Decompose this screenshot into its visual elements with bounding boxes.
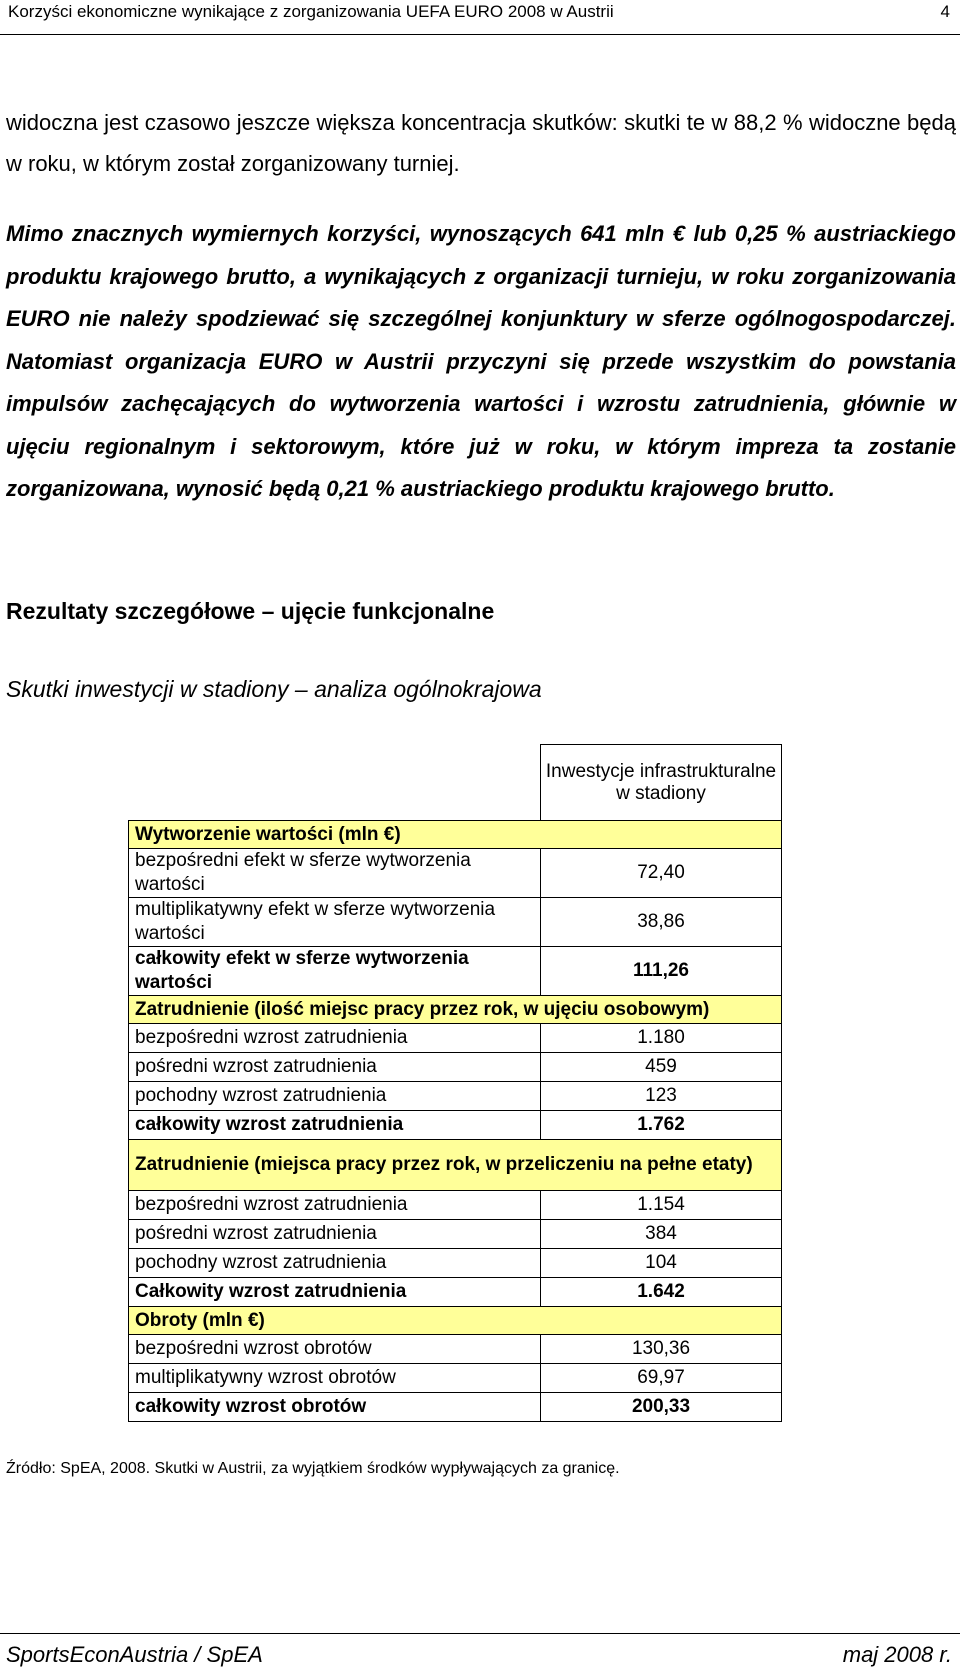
row-label: Całkowity wzrost zatrudnienia — [129, 1278, 541, 1307]
table-row — [129, 1191, 782, 1220]
table-row — [129, 1249, 782, 1278]
row-label: multiplikatywny wzrost obrotów — [129, 1364, 541, 1393]
paragraph-summary — [6, 213, 956, 511]
row-value: 130,36 — [541, 1335, 782, 1364]
footer-date: maj 2008 r. — [842, 1642, 952, 1667]
section-heading: Rezultaty szczegółowe – ujęcie funkcjonalne — [6, 598, 495, 624]
column-header: Inwestycje infrastrukturalne w stadiony — [541, 745, 782, 821]
section-title: Zatrudnienie (miejsca pracy przez rok, w przeliczeniu na pełne etaty) — [129, 1140, 782, 1191]
summary-italic-text: Mimo znacznych wymiernych korzyści, wynoszących 641 mln € lub 0,25 % austriackiego produktu krajowego brutto, a wynikających z organizacji turnieju, w roku zorganizowania EURO nie należy spodziewać się szczególnej konjunktury w sferze ogólnogospodarczej. — [6, 221, 956, 331]
table-row — [129, 1364, 782, 1393]
row-label: całkowity efekt w sferze wytworzenia wartości — [129, 947, 541, 996]
table-row-total — [129, 947, 782, 996]
source-note: Źródło: SpEA, 2008. Skutki w Austrii, za wyjątkiem środków wypływających za granicę. — [6, 1460, 620, 1477]
table-row — [129, 1082, 782, 1111]
row-label: pochodny wzrost zatrudnienia — [129, 1249, 541, 1278]
empty-header-cell — [129, 745, 541, 821]
table-row-total — [129, 1278, 782, 1307]
row-label: pośredni wzrost zatrudnienia — [129, 1220, 541, 1249]
row-label: pochodny wzrost zatrudnienia — [129, 1082, 541, 1111]
section-title: Obroty (mln €) — [129, 1307, 782, 1335]
paragraph-intro: widoczna jest czasowo jeszcze większa koncentracja skutków: skutki te w 88,2 % widoczne będą w roku, w którym został zorganizowany turniej. — [6, 110, 956, 176]
row-value: 72,40 — [541, 849, 782, 898]
row-value: 384 — [541, 1220, 782, 1249]
table-row — [129, 1335, 782, 1364]
row-label: bezpośredni wzrost obrotów — [129, 1335, 541, 1364]
row-value: 38,86 — [541, 898, 782, 947]
row-label: bezpośredni wzrost zatrudnienia — [129, 1024, 541, 1053]
summary-continuation-text: Natomiast organizacja EURO w Austrii przyczyni się przede wszystkim do powstania impulsów zachęcających do wytworzenia wartości i wzrostu zatrudnienia, głównie w ujęciu regionalnym i sektorowym, które już w roku, w którym impreza ta zostanie zorganizowana, wynosić będą 0,21 % austriackiego produktu krajowego brutto. — [6, 348, 956, 501]
row-value: 200,33 — [541, 1393, 782, 1422]
row-label: bezpośredni wzrost zatrudnienia — [129, 1191, 541, 1220]
table-section-row — [129, 821, 782, 849]
table-row — [129, 1053, 782, 1082]
row-label: multiplikatywny efekt w sferze wytworzenia wartości — [129, 898, 541, 947]
row-value: 111,26 — [541, 947, 782, 996]
row-value: 1.154 — [541, 1191, 782, 1220]
table-row-total — [129, 1393, 782, 1422]
subsection-heading: Skutki inwestycji w stadiony – analiza ogólnokrajowa — [6, 676, 542, 702]
row-label: bezpośredni efekt w sferze wytworzenia wartości — [129, 849, 541, 898]
row-value: 1.762 — [541, 1111, 782, 1140]
page-header — [0, 0, 960, 35]
row-label: całkowity wzrost zatrudnienia — [129, 1111, 541, 1140]
table-section-row — [129, 996, 782, 1024]
footer-left-text: SportsEconAustria / SpEA — [6, 1642, 263, 1667]
page-footer — [0, 1633, 960, 1674]
section-title: Zatrudnienie (ilość miejsc pracy przez rok, w ujęciu osobowym) — [129, 996, 782, 1024]
row-value: 123 — [541, 1082, 782, 1111]
header-title: Korzyści ekonomiczne wynikające z zorganizowania UEFA EURO 2008 w Austrii — [8, 2, 614, 21]
table-row — [129, 1024, 782, 1053]
row-value: 104 — [541, 1249, 782, 1278]
row-value: 1.642 — [541, 1278, 782, 1307]
row-value: 69,97 — [541, 1364, 782, 1393]
results-table — [128, 744, 782, 1422]
table-row — [129, 1220, 782, 1249]
table-row-total — [129, 1111, 782, 1140]
table-row — [129, 849, 782, 898]
row-value: 1.180 — [541, 1024, 782, 1053]
section-title: Wytworzenie wartości (mln €) — [129, 821, 782, 849]
row-label: całkowity wzrost obrotów — [129, 1393, 541, 1422]
table-section-row — [129, 1140, 782, 1191]
page-number: 4 — [940, 2, 950, 21]
table-row — [129, 898, 782, 947]
table-section-row — [129, 1307, 782, 1335]
row-value: 459 — [541, 1053, 782, 1082]
row-label: pośredni wzrost zatrudnienia — [129, 1053, 541, 1082]
table-header-row — [129, 745, 782, 821]
